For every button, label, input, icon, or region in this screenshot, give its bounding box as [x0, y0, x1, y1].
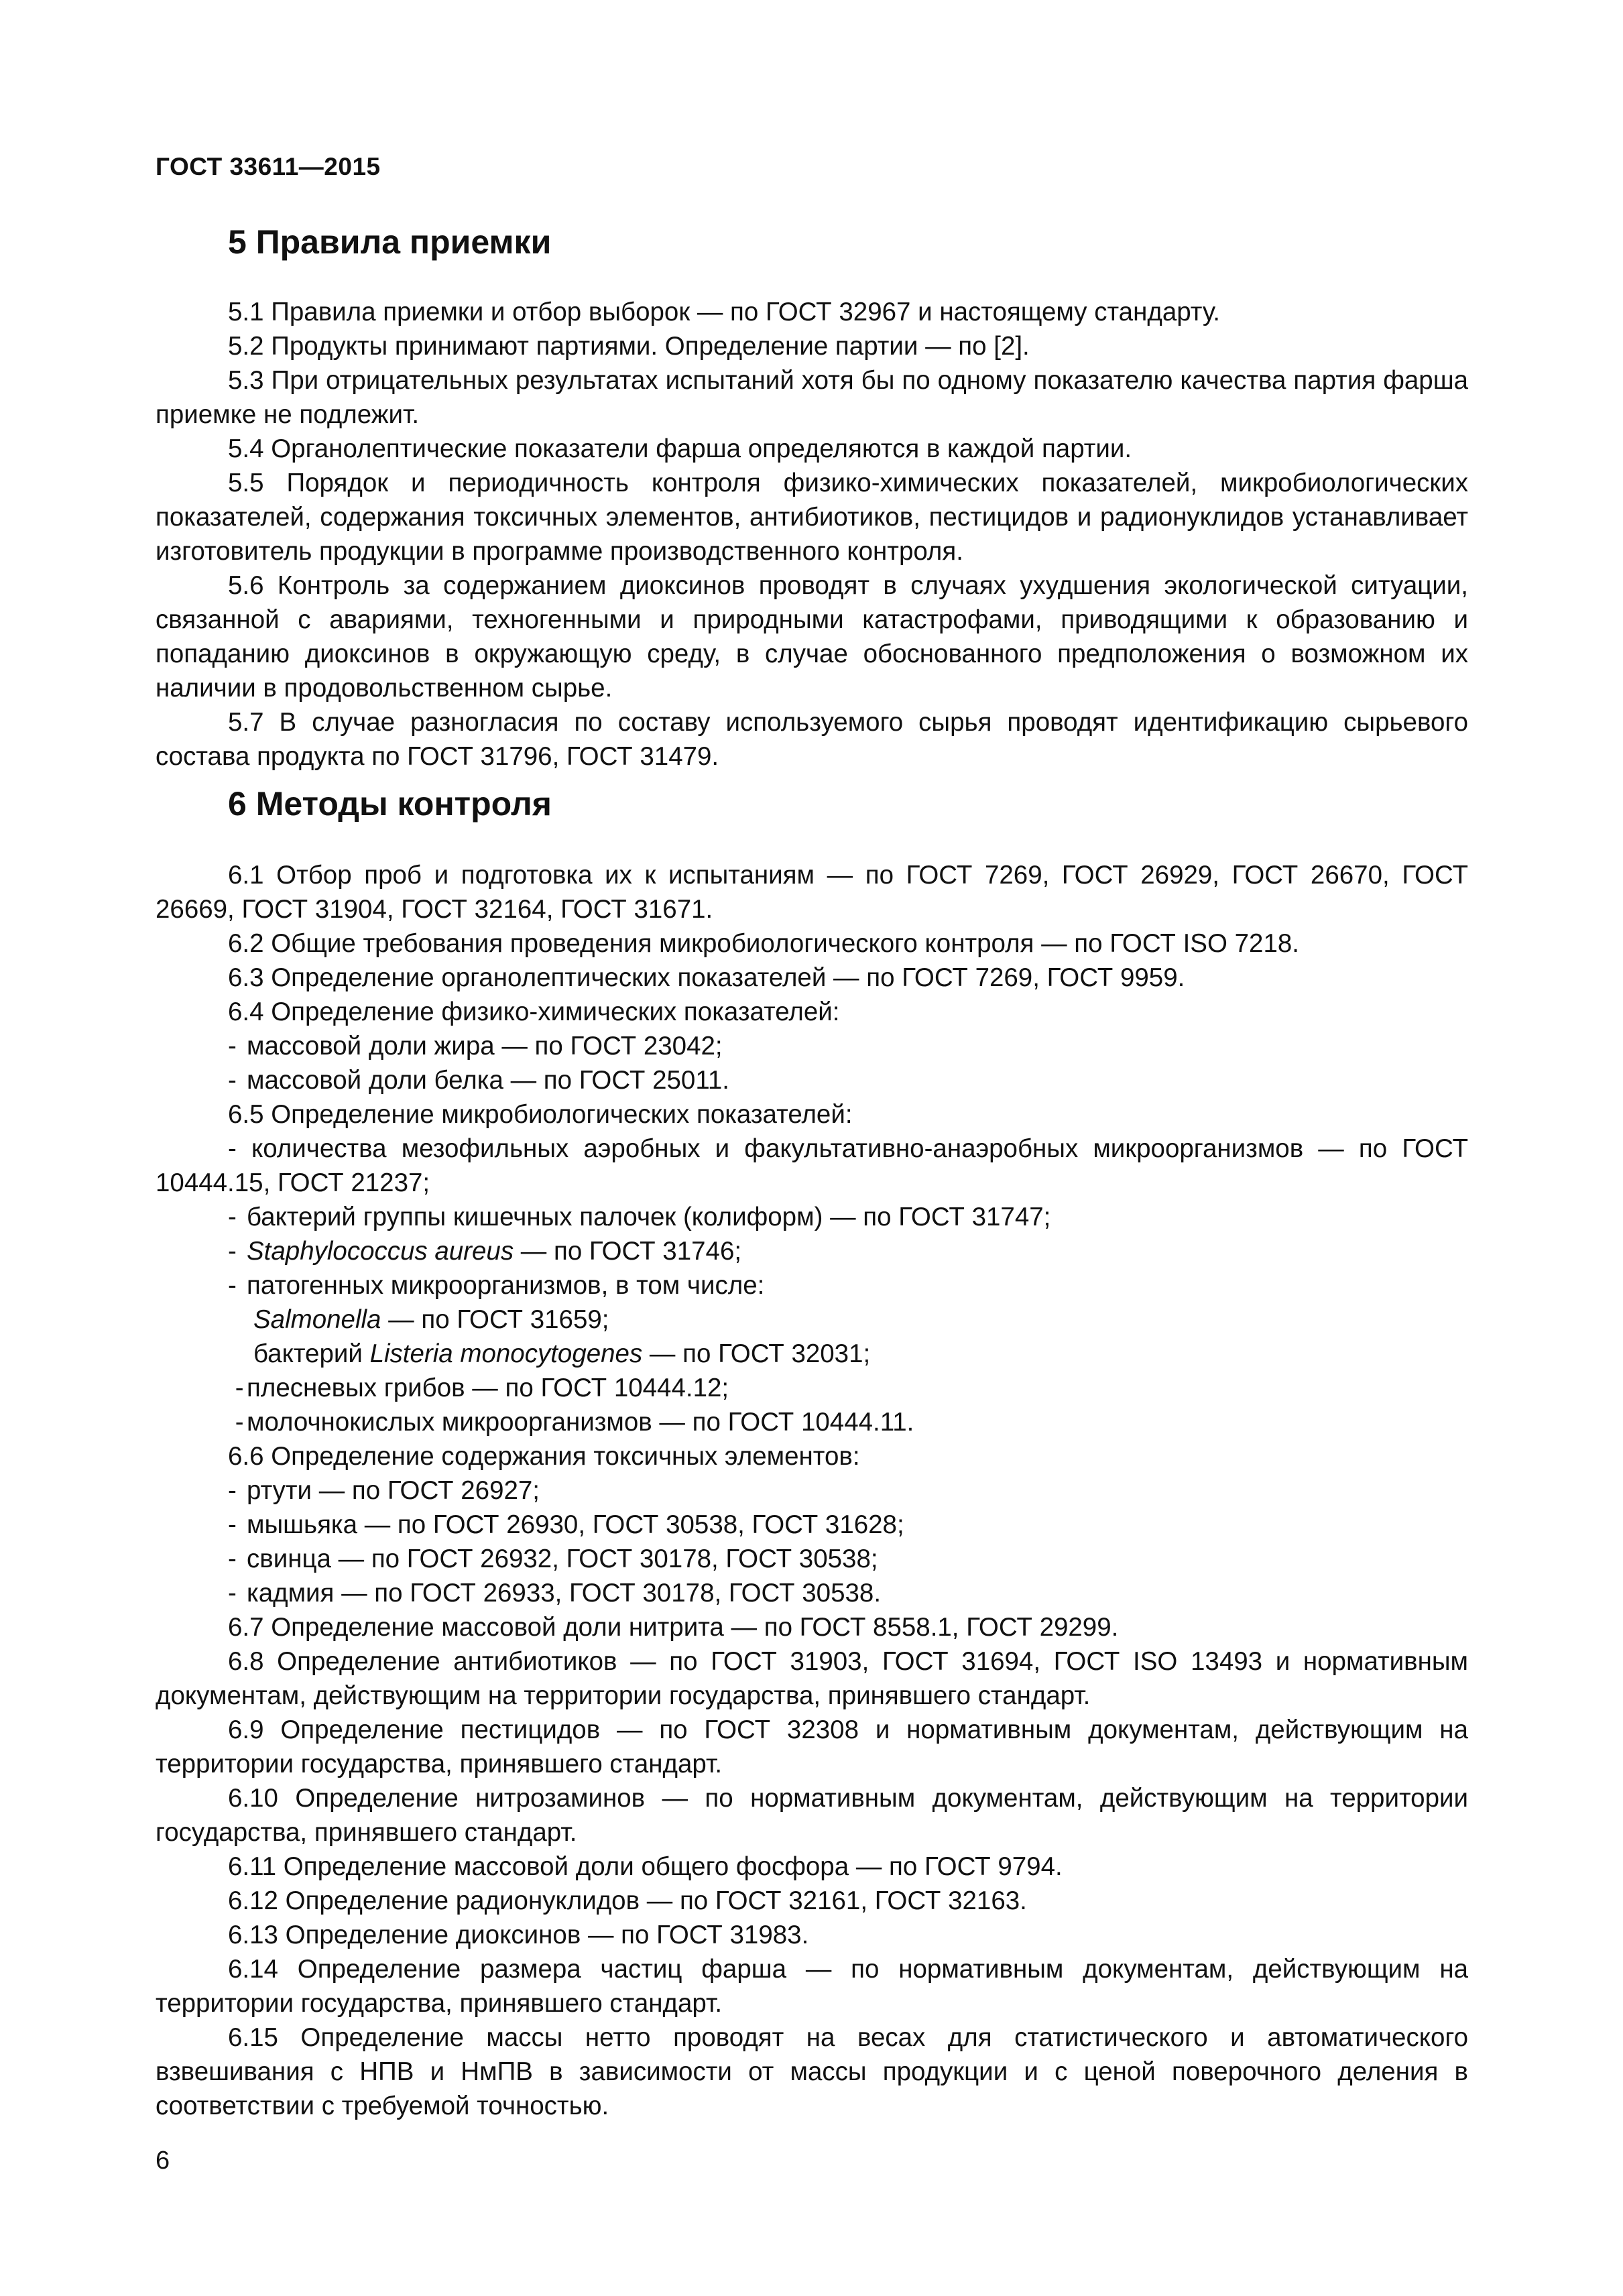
paragraph-6-10: 6.10 Определение нитрозаминов — по нормативным документам, действующим на территории государства, принявшего стандарт. [156, 1784, 1468, 1847]
list-item-coliform: - бактерий группы кишечных палочек (колиформ) — по ГОСТ 31747; [228, 1203, 1051, 1231]
paragraph-6-8: 6.8 Определение антибиотиков — по ГОСТ 31903, ГОСТ 31694, ГОСТ ISO 13493 и нормативным документам, действующим на территории государства, принявшего стандарт. [156, 1647, 1468, 1710]
list-item-staphylococcus: - Staphylococcus aureus — по ГОСТ 31746; [228, 1237, 742, 1266]
paragraph-6-3: 6.3 Определение органолептических показателей — по ГОСТ 7269, ГОСТ 9959. [228, 963, 1185, 992]
section-5-title: 5 Правила приемки [228, 223, 552, 261]
section-6-body [156, 858, 1468, 2123]
paragraph-5-6: 5.6 Контроль за содержанием диоксинов проводят в случаях ухудшения экологической ситуации, связанной с авариями, техногенными и природными катастрофами, приводящими к образованию и попаданию диоксинов в окружающую среду, в случае обоснованного предположения о возможном их наличии в продовольственном сырье. [156, 571, 1468, 703]
paragraph-6-4: 6.4 Определение физико-химических показателей: [228, 998, 840, 1026]
list-item: - ртути — по ГОСТ 26927; [228, 1476, 540, 1505]
paragraph-5-2: 5.2 Продукты принимают партиями. Определение партии — по [2]. [228, 332, 1030, 361]
paragraph-5-4: 5.4 Органолептические показатели фарша определяются в каждой партии. [228, 434, 1132, 463]
list-item-lactic: - молочнокислых микроорганизмов — по ГОСТ 10444.11. [228, 1408, 914, 1437]
list-item-mold: - плесневых грибов — по ГОСТ 10444.12; [228, 1374, 729, 1402]
paragraph-5-1: 5.1 Правила приемки и отбор выборок — по ГОСТ 32967 и настоящему стандарту. [228, 298, 1220, 326]
paragraph-6-7: 6.7 Определение массовой доли нитрита — по ГОСТ 8558.1, ГОСТ 29299. [228, 1613, 1119, 1642]
paragraph-6-9: 6.9 Определение пестицидов — по ГОСТ 32308 и нормативным документам, действующим на территории государства, принявшего стандарт. [156, 1715, 1468, 1778]
paragraph-6-1: 6.1 Отбор проб и подготовка их к испытаниям — по ГОСТ 7269, ГОСТ 26929, ГОСТ 26670, ГОСТ 26669, ГОСТ 31904, ГОСТ 32164, ГОСТ 31671. [156, 861, 1468, 924]
paragraph-6-6: 6.6 Определение содержания токсичных элементов: [228, 1442, 860, 1471]
list-item: - массовой доли жира — по ГОСТ 23042; [228, 1032, 723, 1061]
paragraph-6-14: 6.14 Определение размера частиц фарша — по нормативным документам, действующим на территории государства, принявшего стандарт. [156, 1955, 1468, 2018]
document-code: ГОСТ 33611—2015 [156, 153, 381, 180]
paragraph-6-2: 6.2 Общие требования проведения микробиологического контроля — по ГОСТ ISO 7218. [228, 929, 1299, 958]
list-item: - мышьяка — по ГОСТ 26930, ГОСТ 30538, ГОСТ 31628; [228, 1510, 904, 1539]
paragraph-5-3: 5.3 При отрицательных результатах испытаний хотя бы по одному показателю качества партия фарша приемке не подлежит. [156, 366, 1468, 429]
list-item: - массовой доли белка — по ГОСТ 25011. [228, 1066, 729, 1095]
paragraph-6-13: 6.13 Определение диоксинов — по ГОСТ 31983. [228, 1921, 809, 1949]
list-item: - кадмия — по ГОСТ 26933, ГОСТ 30178, ГОСТ 30538. [228, 1579, 882, 1608]
paragraph-5-5: 5.5 Порядок и периодичность контроля физико-химических показателей, микробиологических показателей, содержания токсичных элементов, антибиотиков, пестицидов и радионуклидов устанавливает изготовитель продукции в программе производственного контроля. [156, 469, 1468, 566]
list-item: - свинца — по ГОСТ 26932, ГОСТ 30178, ГОСТ 30538; [228, 1545, 878, 1573]
paragraph-6-12: 6.12 Определение радионуклидов — по ГОСТ 32161, ГОСТ 32163. [228, 1886, 1027, 1915]
paragraph-6-11: 6.11 Определение массовой доли общего фосфора — по ГОСТ 9794. [228, 1852, 1063, 1881]
list-item-pathogenic: - патогенных микроорганизмов, в том числе: [228, 1271, 765, 1300]
sub-item-salmonella: Salmonella — по ГОСТ 31659; [253, 1305, 609, 1334]
page-number: 6 [156, 2147, 170, 2175]
sub-item-listeria: бактерий Listeria monocytogenes — по ГОСТ 32031; [253, 1339, 871, 1368]
paragraph-6-15: 6.15 Определение массы нетто проводят на весах для статистического и автоматического взвешивания с НПВ и НмПВ в зависимости от массы продукции и с ценой поверочного деления в соответствии с требуемой точностью. [156, 2023, 1468, 2120]
list-item-mesophilic: - количества мезофильных аэробных и факультативно-анаэробных микроорганизмов — по ГОСТ 10444.15, ГОСТ 21237; [156, 1134, 1468, 1197]
section-6-title: 6 Методы контроля [228, 785, 552, 823]
section-5-body [156, 295, 1468, 774]
paragraph-5-7: 5.7 В случае разногласия по составу используемого сырья проводят идентификацию сырьевого состава продукта по ГОСТ 31796, ГОСТ 31479. [156, 708, 1468, 771]
paragraph-6-5: 6.5 Определение микробиологических показателей: [228, 1100, 853, 1129]
